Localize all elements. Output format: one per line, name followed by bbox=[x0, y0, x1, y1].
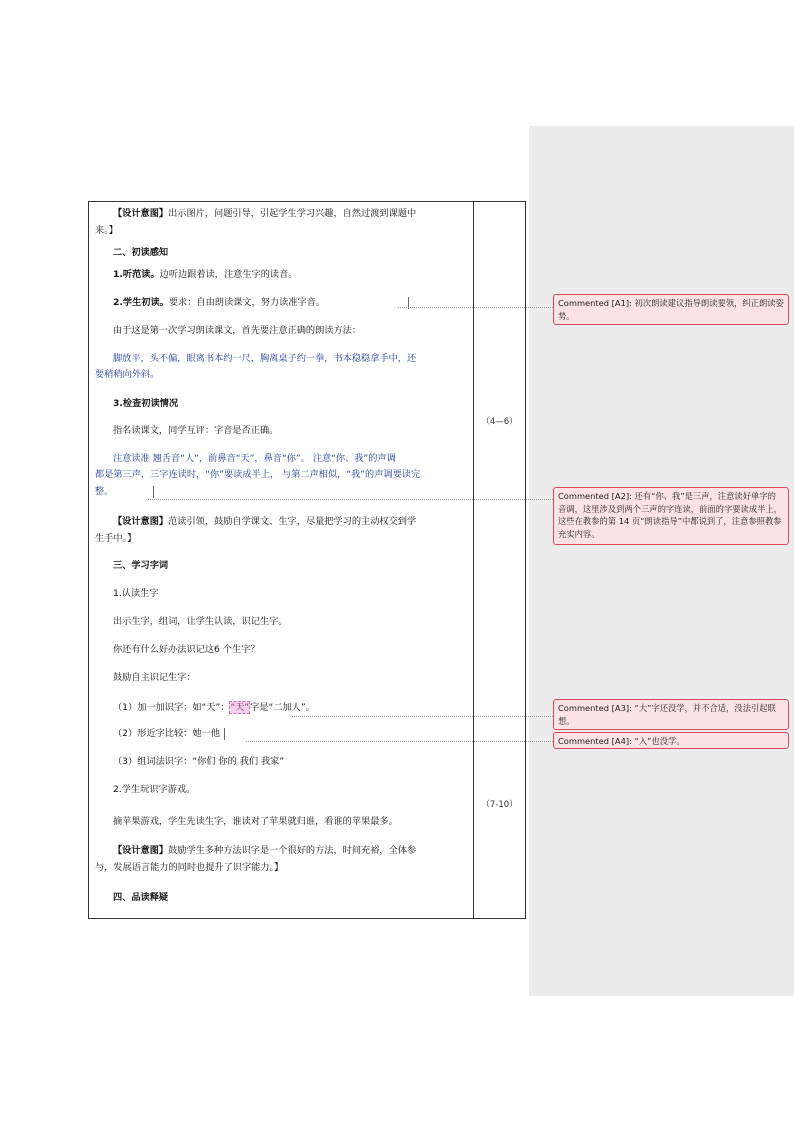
sub-4: 鼓励自主识记生字： bbox=[113, 672, 196, 683]
sub-3: 你还有什么好办法识记这6 个生字？ bbox=[113, 644, 260, 655]
time-label-1: （4—6） bbox=[481, 417, 518, 427]
comment-margin-pane bbox=[529, 126, 794, 996]
step-3: 3.检查初读情况 bbox=[113, 398, 179, 409]
content-column bbox=[89, 202, 473, 918]
time-label-2: （7-10） bbox=[481, 800, 518, 810]
check-line: 指名读课文，同学互评：字音是否正确。 bbox=[113, 425, 279, 436]
intent-2-text: 范读引领，鼓励自学课文、生字，尽量把学习的主动权交到学 bbox=[168, 516, 417, 527]
sub-6: 摘苹果游戏，学生先读生字，谁读对了苹果就归谁，看谁的苹果最多。 bbox=[113, 816, 398, 827]
tone-line-3 bbox=[95, 485, 469, 498]
comment-a2[interactable] bbox=[553, 487, 789, 545]
posture-line-2: 要稍稍向外斜。 bbox=[95, 369, 160, 380]
comment-a1[interactable] bbox=[553, 294, 789, 325]
intent-label: 【设计意图】 bbox=[113, 208, 169, 219]
comment-a3[interactable] bbox=[553, 699, 789, 730]
comment-a3-label: Commented [A3]: bbox=[558, 703, 632, 713]
method-2-text: （2）形近字比较：她一他 bbox=[113, 728, 220, 739]
comment-connector-a2 bbox=[148, 499, 553, 500]
comment-connector-a4 bbox=[246, 741, 553, 742]
sub-2: 出示生字，组词，让学生认读，识记生字。 bbox=[113, 616, 288, 627]
reading-note: 由于这是第一次学习朗读课文，首先要注意正确的朗读方法： bbox=[113, 325, 362, 336]
sub-5: 2.学生玩识字游戏。 bbox=[113, 784, 196, 795]
design-intent-3 bbox=[95, 842, 469, 876]
step-2-text: 要求：自由朗读课文，努力读准字音。 bbox=[168, 297, 326, 308]
step-1-text: 边听边跟着读，注意生字的读音。 bbox=[159, 269, 298, 280]
comment-a2-text: 还有“你、我”是三声，注意读好单字的音调，这里涉及到两个三声的字连读，前面的字要读成半上，这些在教参的第 14 页“朗读指导”中都说到了，注意参照教参充实内容。 bbox=[558, 491, 783, 539]
comment-a3-text: “大”字还没学，并不合适，没法引起联想。 bbox=[558, 703, 776, 726]
comment-anchor-a4 bbox=[224, 728, 225, 740]
tone-line-1 bbox=[95, 452, 469, 465]
intent-3-cont: 与，发展语言能力的同时也提升了识字能力。】 bbox=[95, 862, 284, 873]
method-2 bbox=[113, 727, 469, 740]
step-1-head: 1.听范读。 bbox=[113, 269, 160, 280]
design-intent-1 bbox=[95, 205, 469, 239]
comment-a2-label: Commented [A2]: bbox=[558, 491, 632, 501]
tone-text-3: 整。 bbox=[95, 486, 114, 497]
section-3-title: 三、学习字词 bbox=[113, 560, 169, 571]
comment-connector-a3 bbox=[292, 716, 553, 717]
design-intent-2 bbox=[95, 513, 469, 547]
comment-connector-a1 bbox=[398, 307, 553, 308]
lesson-table bbox=[88, 201, 526, 919]
intent-3-label: 【设计意图】 bbox=[113, 845, 169, 856]
comment-a1-label: Commented [A1]: bbox=[558, 298, 632, 308]
intent-cont: 来。】 bbox=[95, 225, 118, 236]
step-2-head: 2.学生初读。 bbox=[113, 297, 169, 308]
time-column bbox=[474, 202, 525, 918]
method-1 bbox=[113, 701, 469, 714]
intent-3-text: 鼓励学生多种方法识字是一个很好的方法，时间充裕，全体参 bbox=[168, 845, 417, 856]
method-3: （3）组词法识字：“你们 你的 我们 我家” bbox=[113, 756, 285, 767]
method-1-post: 字是“二加人”。 bbox=[250, 702, 315, 713]
comment-anchor-a2 bbox=[153, 486, 154, 498]
method-1-pre: （1）加一加识字：如“天”： bbox=[113, 702, 230, 713]
posture-line-1 bbox=[95, 352, 469, 365]
step-1 bbox=[113, 268, 469, 281]
section-2-title: 二、初读感知 bbox=[113, 247, 169, 258]
comment-a1-text: 初次朗读建议指导朗读要领，纠正朗读姿势。 bbox=[558, 298, 784, 321]
intent-text: 出示图片，问题引导，引起学生学习兴趣，自然过渡到课题中 bbox=[168, 208, 417, 219]
comment-highlight-a3[interactable]: “天” bbox=[230, 702, 250, 713]
intent-2-cont: 生手中。】 bbox=[95, 533, 137, 544]
sub-1: 1.认读生字 bbox=[113, 588, 159, 599]
comment-a4-label: Commented [A4]: bbox=[558, 736, 632, 746]
section-4-title: 四、品读释疑 bbox=[113, 892, 169, 903]
tone-text-1: 注意读准 翘舌音“人”，前鼻音“天”，鼻音“你”。 注意“你、我”的声调 bbox=[113, 453, 396, 464]
intent-2-label: 【设计意图】 bbox=[113, 516, 169, 527]
tone-line-2: 都是第三声，三字连读时，“你”要读成半上， 与第二声相似，“我”的声调要读完 bbox=[95, 469, 421, 480]
posture-text-1: 脚放平，头不偏，眼离书本约一尺，胸离桌子约一拳，书本稳稳拿手中，还 bbox=[113, 353, 417, 364]
comment-a4-text: “入”也没学。 bbox=[634, 736, 685, 746]
comment-a4[interactable] bbox=[553, 732, 789, 749]
